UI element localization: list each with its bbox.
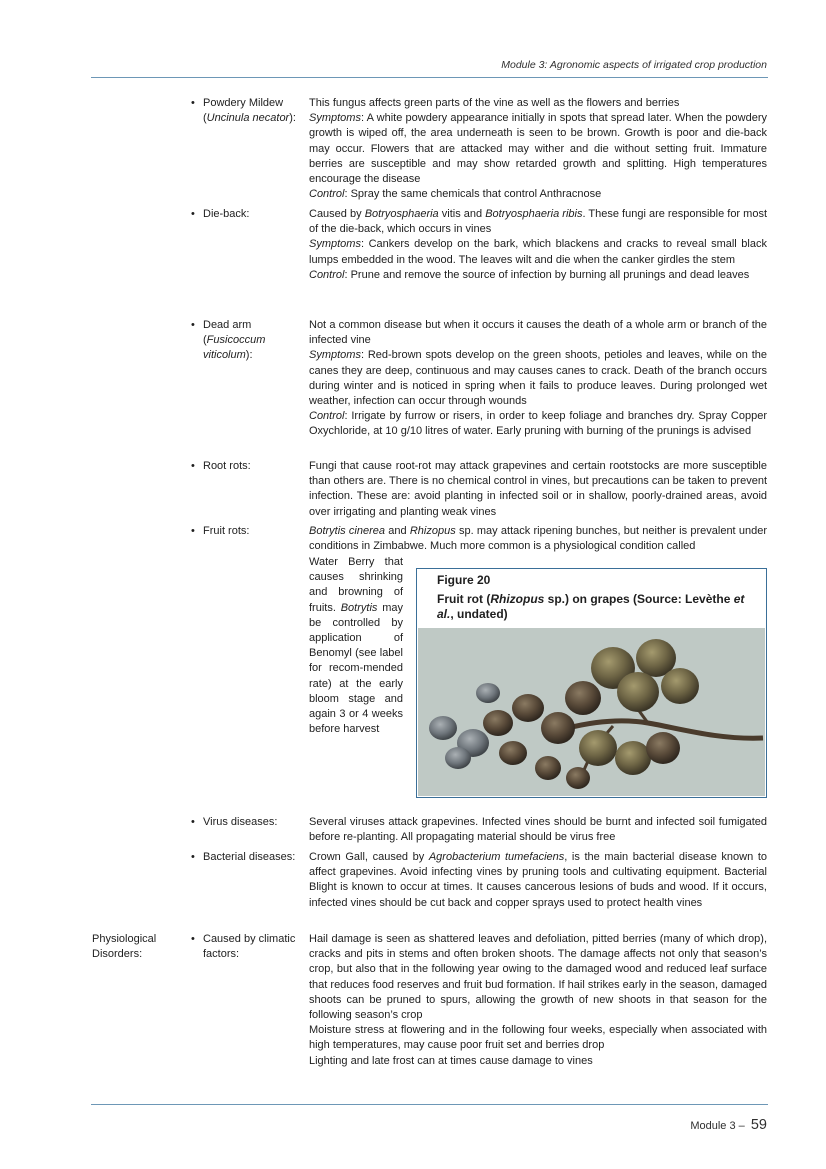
page-number: 59 [750, 1117, 767, 1133]
term: Powdery Mildew (Uncinula necator): [203, 97, 296, 125]
footer-rule [91, 1104, 768, 1105]
term: Fruit rots: [203, 525, 250, 537]
running-header: Module 3: Agronomic aspects of irrigated crop production [501, 59, 767, 71]
description: Botrytis cinerea and Rhizopus sp. may attack ripening bunches, but neither is prevalent under conditions in Zimbabwe. Much more common is a physiological condition called [309, 525, 767, 553]
bullet: • [191, 208, 195, 220]
term: Die-back: [203, 208, 250, 220]
description: Caused by Botryosphaeria vitis and Botryosphaeria ribis. These fungi are responsible for most of the die-back, which occurs in vines Symptoms: Cankers develop on the bark, which blackens and cracks to reveal small black lumps embedded in the wood. The leaves wilt and die when the canker girdles the stem Control: Prune and remove the source of infection by burning all prunings and dead leaves [309, 208, 768, 281]
header-rule [91, 77, 768, 78]
term: Root rots: [203, 460, 251, 472]
footer-module: Module 3 [690, 1120, 736, 1132]
description: Not a common disease but when it occurs it causes the death of a whole arm or branch of the infected vine Symptoms: Red-brown spots develop on the green shoots, petioles and leaves, while on the canes they are deep, continuous and may causes canes to crack. Death of the branch occurs during winter and is noticed in spring when it fails to produce leaves. During prolonged wet weather, infection can occur through wounds Control: Irrigate by furrow or risers, in order to keep foliage and branches dry. Spray Copper Oxychloride, at 10 g/10 litres of water. Early pruning with burning of the prunings is advised [309, 319, 767, 438]
description: Several viruses attack grapevines. Infected vines should be burnt and infected soil fumigated before re-planting. All propagating material should be virus free [309, 816, 767, 844]
bullet: • [191, 460, 195, 472]
bullet: • [191, 851, 195, 863]
term: Dead arm (Fusicoccum viticolum): [203, 319, 266, 362]
bullet: • [191, 933, 195, 945]
figure-caption: Fruit rot (Rhizopus sp.) on grapes (Source: Levèthe et al., undated) [437, 592, 745, 621]
term: Bacterial diseases: [203, 851, 296, 863]
page-footer [690, 1117, 767, 1133]
footer-dash: – [738, 1120, 745, 1132]
bullet: • [191, 97, 195, 109]
description: This fungus affects green parts of the vine as well as the flowers and berries Symptoms: A white powdery appearance initially in spots that spread later. When the powdery growth is wiped off, the area underneath is seen to be brown. Growth is poor and die-back may occur. Flowers that are attacked may wither and die without setting fruit. Immature berries are susceptible and may show retarded growth and splitting. High temperatures encourage the disease Control: Spray the same chemicals that control Anthracnose [309, 97, 767, 201]
fruit-rots-continued: Water Berry that causes shrinking and browning of fruits. Botrytis may be controlled by application of Benomyl (see label for recom-mended rate) at the early bloom stage and again 3 or 4 weeks before harvest [309, 556, 404, 736]
bullet: • [191, 525, 195, 537]
grape-rot-photo [418, 628, 765, 796]
bullet: • [191, 319, 195, 331]
bullet: • [191, 816, 195, 828]
section-label: Physiological Disorders: [92, 933, 157, 961]
figure-label: Figure 20 [437, 573, 491, 587]
figure-20 [416, 568, 767, 798]
term: Caused by climatic factors: [203, 933, 296, 961]
description: Crown Gall, caused by Agrobacterium tumefaciens, is the main bacterial disease known to affect grapevines. Avoid infecting vines by pruning tools and cultivating equipment. Bacterial Blight is known to occur at times. It causes cancerous lesions of buds and wood. If it occurs, infected vines should be cut back and copper sprays used to protect health vines [309, 851, 767, 909]
term: Virus diseases: [203, 816, 278, 828]
description: Hail damage is seen as shattered leaves and defoliation, pitted berries (many of which drop), cracks and pits in stems and often broken shoots. The damage affects not only that season’s crop, but also that in the following year owing to the damaged wood and reduced leaf surface that reduces food reserves and fruit bud formation. If hail strikes early in the season, damaged shoots can be pruned to spurs, allowing the growth of new shoots in that season for the following season’s crop Moisture stress at flowering and in the following four weeks, especially when associated with high temperatures, may cause poor fruit set and berries drop Lighting and late frost can at times cause damage to vines [309, 933, 767, 1067]
description: Fungi that cause root-rot may attack grapevines and certain rootstocks are more susceptible than others are. There is no chemical control in vines, but precautions can be taken to prevent infection. These are: avoid planting in infected soil or in shallow, poorly-drained areas, avoid over irrigating and planting weak vines [309, 460, 767, 518]
